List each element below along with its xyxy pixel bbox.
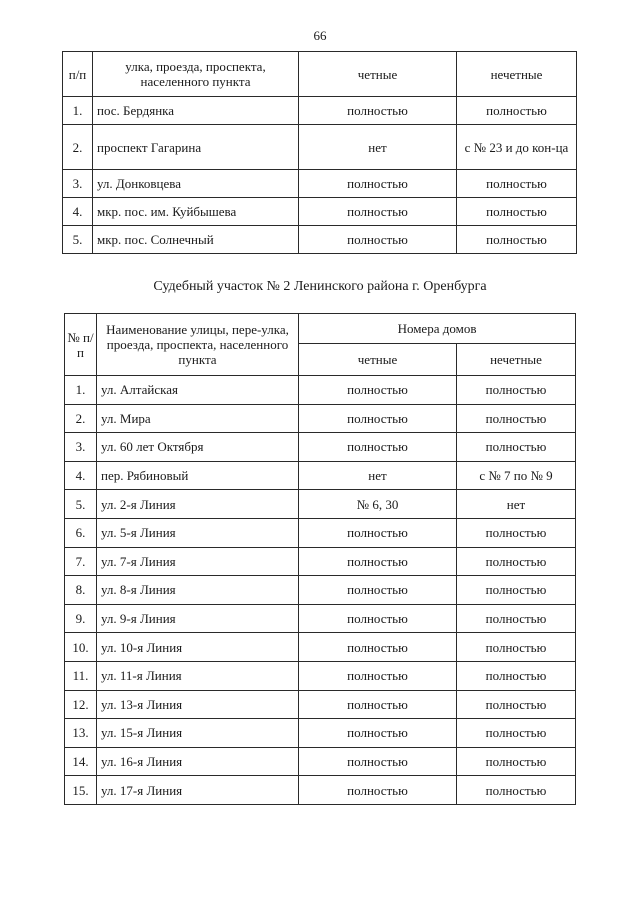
table-row [65, 461, 576, 490]
table-row [65, 747, 576, 776]
row-even: полностью [299, 690, 457, 719]
header-odd: нечетные [457, 344, 576, 376]
table-row [65, 547, 576, 576]
table-row [65, 518, 576, 547]
row-name: ул. 15-я Линия [97, 719, 299, 748]
table-row [65, 633, 576, 662]
row-odd: полностью [457, 776, 576, 805]
row-odd: полностью [457, 576, 576, 605]
row-name: ул. Мира [97, 404, 299, 433]
row-name: пер. Рябиновый [97, 461, 299, 490]
row-even: полностью [299, 433, 457, 462]
row-even: полностью [299, 719, 457, 748]
row-even: полностью [299, 776, 457, 805]
table-row [65, 376, 576, 405]
row-odd: полностью [457, 547, 576, 576]
row-name: ул. 60 лет Октября [97, 433, 299, 462]
row-name: ул. 2-я Линия [97, 490, 299, 519]
page-number: 66 [313, 28, 327, 43]
header-even: четные [299, 52, 457, 97]
row-odd: полностью [457, 198, 577, 226]
row-num: 3. [63, 170, 93, 198]
row-name: мкр. пос. Солнечный [93, 226, 299, 254]
row-odd: нет [457, 490, 576, 519]
section-title: Судебный участок № 2 Ленинского района г. Оренбурга [153, 279, 487, 294]
row-odd: полностью [457, 170, 577, 198]
row-num: 4. [65, 461, 97, 490]
row-num: 2. [63, 125, 93, 170]
row-odd: полностью [457, 690, 576, 719]
row-num: 9. [65, 604, 97, 633]
row-num: 2. [65, 404, 97, 433]
row-even: полностью [299, 547, 457, 576]
row-name: ул. 17-я Линия [97, 776, 299, 805]
row-name: ул. Алтайская [97, 376, 299, 405]
table2-header-row [65, 314, 576, 344]
row-odd: полностью [457, 97, 577, 125]
table-row [63, 226, 577, 254]
row-odd: полностью [457, 661, 576, 690]
row-odd: полностью [457, 404, 576, 433]
header-name: Наименование улицы, пере-улка, проезда, проспекта, населенного пункта [97, 314, 299, 376]
row-name: ул. 9-я Линия [97, 604, 299, 633]
table1-body [63, 52, 577, 254]
row-name: пос. Бердянка [93, 97, 299, 125]
row-name: ул. 7-я Линия [97, 547, 299, 576]
row-num: 10. [65, 633, 97, 662]
row-num: 11. [65, 661, 97, 690]
row-odd: полностью [457, 719, 576, 748]
table-row [63, 198, 577, 226]
row-num: 3. [65, 433, 97, 462]
row-even: полностью [299, 661, 457, 690]
table-row [65, 661, 576, 690]
row-even: полностью [299, 404, 457, 433]
row-even: полностью [299, 170, 457, 198]
address-table-continued [62, 51, 577, 254]
row-odd: полностью [457, 633, 576, 662]
table-row [65, 776, 576, 805]
row-num: 7. [65, 547, 97, 576]
row-name: ул. Донковцева [93, 170, 299, 198]
table-row [65, 433, 576, 462]
table-row [65, 719, 576, 748]
row-num: 13. [65, 719, 97, 748]
row-odd: полностью [457, 747, 576, 776]
table-row [63, 170, 577, 198]
header-even: четные [299, 344, 457, 376]
row-odd: полностью [457, 433, 576, 462]
row-odd: полностью [457, 376, 576, 405]
row-num: 5. [65, 490, 97, 519]
row-even: нет [299, 461, 457, 490]
row-name: ул. 11-я Линия [97, 661, 299, 690]
row-even: № 6, 30 [299, 490, 457, 519]
row-num: 4. [63, 198, 93, 226]
row-num: 1. [63, 97, 93, 125]
table-row [65, 604, 576, 633]
row-name: ул. 5-я Линия [97, 518, 299, 547]
row-odd: полностью [457, 518, 576, 547]
row-num: 14. [65, 747, 97, 776]
header-name: улка, проезда, проспекта, населенного пункта [93, 52, 299, 97]
row-even: полностью [299, 518, 457, 547]
row-odd: с № 7 по № 9 [457, 461, 576, 490]
row-even: нет [299, 125, 457, 170]
row-num: 6. [65, 518, 97, 547]
table-row [65, 576, 576, 605]
row-even: полностью [299, 604, 457, 633]
table-row [63, 97, 577, 125]
row-even: полностью [299, 576, 457, 605]
row-odd: полностью [457, 226, 577, 254]
row-odd: с № 23 и до кон-ца [457, 125, 577, 170]
row-num: 1. [65, 376, 97, 405]
table-row [65, 404, 576, 433]
header-odd: нечетные [457, 52, 577, 97]
row-even: полностью [299, 97, 457, 125]
header-num: № п/п [65, 314, 97, 376]
table1-header-row [63, 52, 577, 97]
row-num: 5. [63, 226, 93, 254]
row-name: ул. 8-я Линия [97, 576, 299, 605]
row-name: ул. 16-я Линия [97, 747, 299, 776]
row-num: 8. [65, 576, 97, 605]
row-name: проспект Гагарина [93, 125, 299, 170]
header-houses: Номера домов [299, 314, 576, 344]
row-even: полностью [299, 633, 457, 662]
row-even: полностью [299, 198, 457, 226]
row-num: 15. [65, 776, 97, 805]
row-name: ул. 13-я Линия [97, 690, 299, 719]
table-row [65, 490, 576, 519]
row-even: полностью [299, 376, 457, 405]
row-name: мкр. пос. им. Куйбышева [93, 198, 299, 226]
header-num: п/п [63, 52, 93, 97]
table-row [63, 125, 577, 170]
row-name: ул. 10-я Линия [97, 633, 299, 662]
row-even: полностью [299, 226, 457, 254]
row-odd: полностью [457, 604, 576, 633]
row-num: 12. [65, 690, 97, 719]
row-even: полностью [299, 747, 457, 776]
address-table-district-2 [64, 313, 576, 805]
table-row [65, 690, 576, 719]
table2-body [65, 314, 576, 805]
